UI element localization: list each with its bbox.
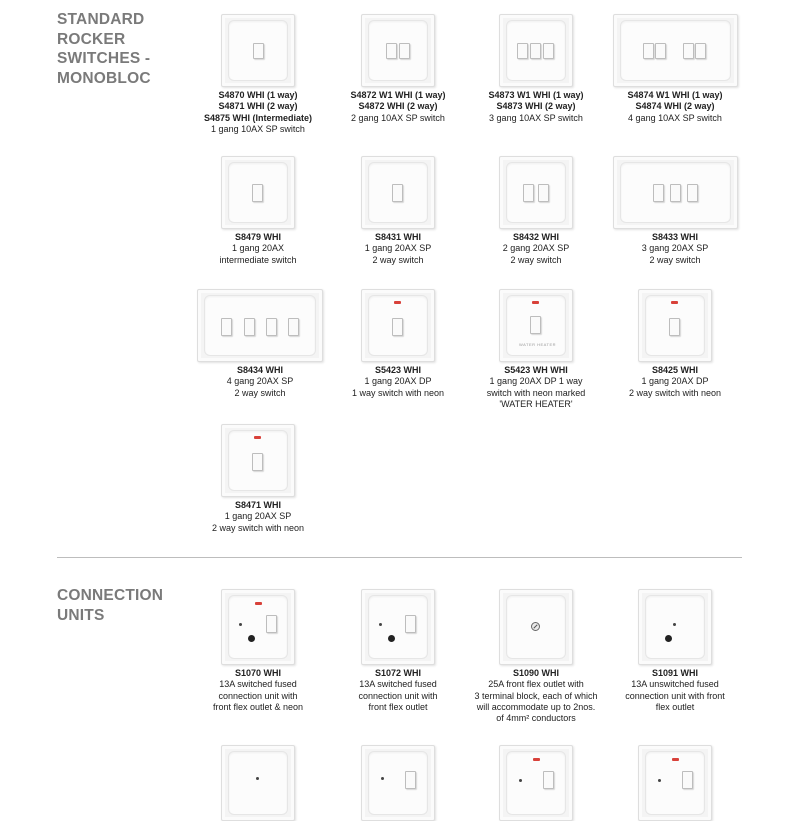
neon-indicator-icon (671, 301, 678, 304)
product-caption (600, 668, 750, 713)
product-description: 1 gang 20AX SP (364, 243, 432, 254)
product-code: S5423 WHI (374, 365, 422, 375)
rocker-icon (517, 43, 528, 59)
product-code: S8434 WHI (236, 365, 284, 375)
product-image-connection-unit-neon (638, 745, 712, 821)
product-image-fused-connection-unit (361, 589, 435, 665)
rocker-icon (687, 184, 698, 202)
rocker-icon (655, 43, 666, 59)
product-caption (323, 365, 473, 399)
title-line: SWITCHES - (57, 50, 151, 67)
rocker-icon (392, 184, 403, 202)
product-code: S8479 WHI (234, 232, 282, 242)
product-partial-2 (323, 745, 473, 821)
product-description: 1 way switch with neon (351, 387, 445, 398)
rocker-icon (695, 43, 706, 59)
product-code: S8431 WHI (374, 232, 422, 242)
neon-indicator-icon (532, 301, 539, 304)
product-image-connection-unit-neon (499, 745, 573, 821)
product-caption (461, 365, 611, 410)
fuse-dot-icon (658, 779, 661, 782)
product-s4874 (600, 14, 750, 124)
flex-outlet-icon (388, 635, 395, 642)
product-s8425 (600, 289, 750, 399)
rocker-icon (543, 43, 554, 59)
title-line: MONOBLOC (57, 69, 151, 87)
product-image-1-gang-switch (221, 156, 295, 229)
product-description: 13A switched fused (359, 679, 437, 690)
product-image-4-gang-switch (197, 289, 323, 362)
product-description: 1 gang 10AX SP switch (211, 123, 305, 134)
fuse-dot-icon (379, 623, 382, 626)
product-code: S8471 WHI (234, 500, 282, 510)
product-description: 1 gang 20AX (231, 243, 285, 254)
title-line: CONNECTION (57, 587, 164, 604)
product-s8432 (461, 156, 611, 266)
product-description: 2 way switch (372, 254, 424, 265)
rocker-icon (682, 771, 693, 789)
product-code: S4874 W1 WHI (1 way) (627, 90, 723, 100)
product-description: 1 gang 20AX DP (364, 376, 432, 387)
product-code: S8432 WHI (512, 232, 560, 242)
product-caption (600, 90, 750, 124)
rocker-icon (266, 318, 277, 336)
product-s5423 (323, 289, 473, 399)
product-code: S4873 W1 WHI (1 way) (488, 90, 584, 100)
rocker-icon (399, 43, 410, 59)
product-image-unswitched-connection-unit (638, 589, 712, 665)
product-s1090 (461, 589, 611, 724)
product-s4870 (183, 14, 333, 135)
product-caption (323, 668, 473, 713)
product-description: will accommodate up to 2nos. (476, 701, 596, 712)
product-caption (600, 232, 750, 266)
product-code: S4870 WHI (1 way) (218, 90, 298, 100)
section-title-connection-units (57, 586, 163, 625)
neon-indicator-icon (394, 301, 401, 304)
product-description: connection unit with (358, 690, 438, 701)
rocker-icon (683, 43, 694, 59)
product-s4872 (323, 14, 473, 124)
product-partial-1 (183, 745, 333, 821)
fuse-dot-icon (381, 777, 384, 780)
product-caption (323, 232, 473, 266)
rocker-icon (405, 615, 416, 633)
product-description: 1 gang 20AX DP 1 way (489, 376, 583, 387)
product-code: S5423 WH WHI (504, 365, 568, 375)
rocker-icon (253, 43, 264, 59)
product-s4873 (461, 14, 611, 124)
product-description: 2 way switch (510, 254, 562, 265)
rocker-icon (244, 318, 255, 336)
product-description: 2 way switch with neon (628, 387, 722, 398)
product-description: 4 gang 20AX SP (226, 376, 294, 387)
rocker-icon (538, 184, 549, 202)
title-line: STANDARD (57, 11, 145, 28)
product-description: 2 gang 20AX SP (502, 243, 570, 254)
rocker-icon (643, 43, 654, 59)
product-code: S4873 WHI (2 way) (496, 101, 576, 112)
product-image-flex-outlet (499, 589, 573, 665)
product-description: 'WATER HEATER' (499, 398, 573, 409)
product-image-switch-with-neon (638, 289, 712, 362)
product-image-1-gang-switch (361, 156, 435, 229)
product-description: 3 terminal block, each of which (474, 690, 598, 701)
product-image-switch-with-neon (361, 289, 435, 362)
product-caption (183, 232, 333, 266)
product-description: front flex outlet (368, 701, 428, 712)
rocker-icon (386, 43, 397, 59)
neon-indicator-icon (672, 758, 679, 761)
section-divider (57, 557, 742, 558)
product-caption (461, 232, 611, 266)
product-code: S8433 WHI (651, 232, 699, 242)
product-description: intermediate switch (219, 254, 297, 265)
product-s8434 (185, 289, 335, 399)
product-caption (183, 668, 333, 713)
title-line: UNITS (57, 606, 105, 624)
rocker-icon (266, 615, 277, 633)
rocker-icon (670, 184, 681, 202)
product-description: 2 way switch with neon (211, 522, 305, 533)
rocker-icon (530, 43, 541, 59)
product-description: of 4mm² conductors (496, 713, 576, 724)
product-code: S4871 WHI (2 way) (218, 101, 298, 112)
product-image-2-gang-switch (361, 14, 435, 87)
product-code: S4872 WHI (2 way) (358, 101, 438, 112)
water-heater-engraving: WATER HEATER (519, 342, 557, 347)
product-image-2-gang-switch (499, 156, 573, 229)
product-s8431 (323, 156, 473, 266)
neon-indicator-icon (533, 758, 540, 761)
product-image-connection-unit (361, 745, 435, 821)
neon-indicator-icon (255, 602, 262, 605)
fuse-dot-icon (673, 623, 676, 626)
product-s1070 (183, 589, 333, 713)
rocker-icon (669, 318, 680, 336)
product-code: S1091 WHI (651, 668, 699, 678)
product-s1072 (323, 589, 473, 713)
product-image-3-gang-switch (499, 14, 573, 87)
product-description: 3 gang 10AX SP switch (489, 112, 583, 123)
product-description: 2 way switch (234, 387, 286, 398)
flex-outlet-icon (248, 635, 255, 642)
product-code: S1072 WHI (374, 668, 422, 678)
rocker-icon (653, 184, 664, 202)
product-code: S4875 WHI (Intermediate) (203, 112, 313, 123)
product-s5423-wh (461, 289, 611, 410)
fuse-dot-icon (256, 777, 259, 780)
product-image-4-gang-switch (613, 14, 738, 87)
product-image-1-gang-switch (221, 14, 295, 87)
product-image-connection-unit (221, 745, 295, 821)
product-description: flex outlet (655, 701, 695, 712)
product-description: 25A front flex outlet with (488, 679, 584, 690)
title-line: ROCKER (57, 30, 126, 48)
product-description: front flex outlet & neon (212, 701, 304, 712)
product-caption (461, 90, 611, 124)
product-image-water-heater-switch (499, 289, 573, 362)
product-image-fused-connection-unit-neon (221, 589, 295, 665)
product-description: 1 gang 20AX DP (641, 376, 709, 387)
rocker-icon (288, 318, 299, 336)
rocker-icon (523, 184, 534, 202)
rocker-icon (530, 316, 541, 334)
product-s8433 (600, 156, 750, 266)
product-description: switch with neon marked (486, 387, 586, 398)
fuse-dot-icon (239, 623, 242, 626)
product-s8471 (183, 424, 333, 534)
product-description: 2 gang 10AX SP switch (351, 112, 445, 123)
product-description: 3 gang 20AX SP (641, 243, 709, 254)
rocker-icon (252, 184, 263, 202)
rocker-icon (543, 771, 554, 789)
product-description: 1 gang 20AX SP (224, 511, 292, 522)
product-description: 13A switched fused (219, 679, 297, 690)
product-s1091 (600, 589, 750, 713)
product-code: S1070 WHI (234, 668, 282, 678)
product-description: 13A unswitched fused (631, 679, 719, 690)
product-description: connection unit with (218, 690, 298, 701)
product-code: S4874 WHI (2 way) (635, 101, 715, 112)
section-title-rocker-switches (57, 10, 151, 88)
flex-outlet-icon (665, 635, 672, 642)
product-caption (461, 668, 611, 724)
product-code: S8425 WHI (651, 365, 699, 375)
rocker-icon (392, 318, 403, 336)
product-image-switch-with-neon (221, 424, 295, 497)
screw-icon (531, 622, 540, 631)
rocker-icon (405, 771, 416, 789)
product-s8479 (183, 156, 333, 266)
rocker-icon (221, 318, 232, 336)
product-code: S4872 W1 WHI (1 way) (350, 90, 446, 100)
product-caption (183, 500, 333, 534)
product-image-3-gang-switch (613, 156, 738, 229)
product-description: 2 way switch (649, 254, 701, 265)
rocker-icon (252, 453, 263, 471)
product-description: connection unit with front (625, 690, 725, 701)
fuse-dot-icon (519, 779, 522, 782)
product-caption (185, 365, 335, 399)
product-partial-3 (461, 745, 611, 821)
product-caption (183, 90, 333, 135)
product-code: S1090 WHI (512, 668, 560, 678)
product-partial-4 (600, 745, 750, 821)
neon-indicator-icon (254, 436, 261, 439)
product-description: 4 gang 10AX SP switch (628, 112, 722, 123)
product-caption (323, 90, 473, 124)
product-caption (600, 365, 750, 399)
